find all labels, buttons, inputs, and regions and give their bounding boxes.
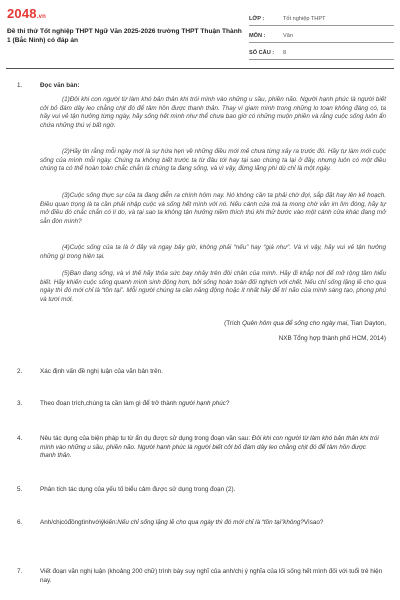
- question-text: Anh/chịcóđồngtìnhvớiýkiến:Nếu chỉ sống lặng lẽ cho qua ngày thì đó mới chỉ là “tồn tại”không?Vìsao?: [40, 519, 324, 526]
- passage-source: (Trích Quên hôm qua để sống cho ngày mai, Tian Dayton,: [224, 320, 386, 327]
- meta-row-class: [249, 12, 394, 26]
- question-number: 5.: [17, 486, 23, 493]
- passage-paragraph-1: (1)Đôi khi con người từ làm khó bản thân khi trói mình vào những u sầu, phiền não. Người hạnh phúc là người biết cởi bỏ đám dây leo chằng chịt đó để tâm hồn được thanh thản. Thay vì giam mình trong những lo toan không đáng có, ta hãy vui vẻ tận hưởng từng ngày, hãy sống hết mình như thể chưa bao giờ có những muộn phiền và rằng cuộc sống luôn ẩn chứa những thú vị bất ngờ.: [40, 96, 386, 129]
- meta-value: 8: [283, 49, 287, 56]
- passage-paragraph-5: (5)Bạn đang sống, và vì thế hãy thỏa sức bay nhảy trên đôi chân của mình. Hãy đi khắp nơi để mở rộng tầm hiểu biết. Hãy khiến cuộc sống quanh mình sinh động hơn, bởi sống hoàn toàn đối nghịch với chết. Nếu chỉ sống lặng lẽ cho qua ngày thì đó mới chỉ là “tồn tại”. Mỗi người chúng ta cần năng động hoặc ít nhất hãy để trí não của mình sáng tạo, phong phú và tươi mới.: [40, 270, 386, 303]
- site-logo[interactable]: 2048.vn: [7, 6, 47, 21]
- document-header: [0, 0, 400, 74]
- meta-row-count: [249, 46, 394, 60]
- question-text: Đọc văn bản:: [40, 82, 80, 89]
- meta-label: SỐ CÂU :: [249, 49, 275, 56]
- exam-meta: [249, 12, 394, 63]
- question-number: 2.: [17, 368, 23, 375]
- passage-paragraph-4: (4)Cuộc sống của ta là ở đây và ngay bây giờ, không phải “nếu” hay “giá như”. Và vì vậy, hãy vui vẻ tận hưởng những gì trong hiện tại.: [40, 244, 386, 260]
- passage-paragraph-3: (3)Cuộc sống thực sự của ta đang diễn ra chính hôm nay. Nó không cần ta phải chờ đợi, sắp đặt hay lên kế hoạch. Điều quan trọng là ta cần phải nhập cuộc và sống hết mình với nó. Nếu cánh cửa mà ta mong chờ vẫn im lìm đóng, hãy tự mở điều đó chắc chắn có lí do, và tại sao ta không tận hưởng niềm thích thú khi thử bước vào một cánh cửa khác đang mở sẵn đón mình?: [40, 192, 386, 225]
- meta-value: Tốt nghiệp THPT: [283, 15, 326, 22]
- meta-value: Văn: [283, 32, 293, 39]
- meta-row-subject: [249, 29, 394, 43]
- question-number: 3.: [17, 400, 23, 407]
- header-divider: [6, 68, 394, 69]
- question-number: 4.: [17, 435, 23, 442]
- passage-paragraph-2: (2)Hãy tin rằng mỗi ngày mới là sự hứa hẹn về những điều mới mẻ chưa từng xảy ra trước đó. Hãy tự làm mới cuộc sống của mình mỗi ngày. Chúng ta không biết trước ta từ đâu tới hay tại sao chúng ta lại ở đây, nhưng luôn có một điều chúng ta có thể hoàn toàn chắc chắn là chúng ta đang sống, và vì vậy, đừng lãng phí dù chỉ là một ngày.: [40, 148, 386, 173]
- question-text: Phân tích tác dụng của yếu tố biểu cảm được sử dụng trong đoạn (2).: [40, 486, 236, 493]
- meta-label: LỚP :: [249, 15, 265, 22]
- question-text: Viết đoạn văn nghị luận (khoảng 200 chữ) trình bày suy nghĩ của anh/chị ý nghĩa của lối sống hết mình đối với tuổi trẻ hiện nay.: [40, 568, 383, 584]
- passage-publisher: NXB Tổng hợp thành phố HCM, 2014): [278, 335, 386, 342]
- question-number: 6.: [17, 519, 23, 526]
- question-text: Xác định vấn đề nghị luận của văn bản trên.: [40, 368, 163, 375]
- question-text: Theo đoạn trích,chúng ta cần làm gì để trở thành người hạnh phúc?: [40, 400, 230, 407]
- question-text: Nêu tác dụng của biện pháp tu từ ẩn dụ được sử dụng trong đoạn văn sau: Đôi khi con người từ làm khó bản thân khi trói mình vào những u sầu, phiền não. Người hạnh phúc là người biết cởi bỏ đám dây leo chằng chịt đó để tâm hồn được thanh thản.: [40, 435, 379, 460]
- meta-label: MÔN :: [249, 32, 266, 39]
- question-number: 7.: [17, 568, 23, 575]
- page-title: Đề thi thử Tốt nghiệp THPT Ngữ Văn 2025-2026 trường THPT Thuận Thành 1 (Bắc Ninh) có đáp án: [7, 28, 242, 44]
- question-number: 1.: [17, 82, 23, 89]
